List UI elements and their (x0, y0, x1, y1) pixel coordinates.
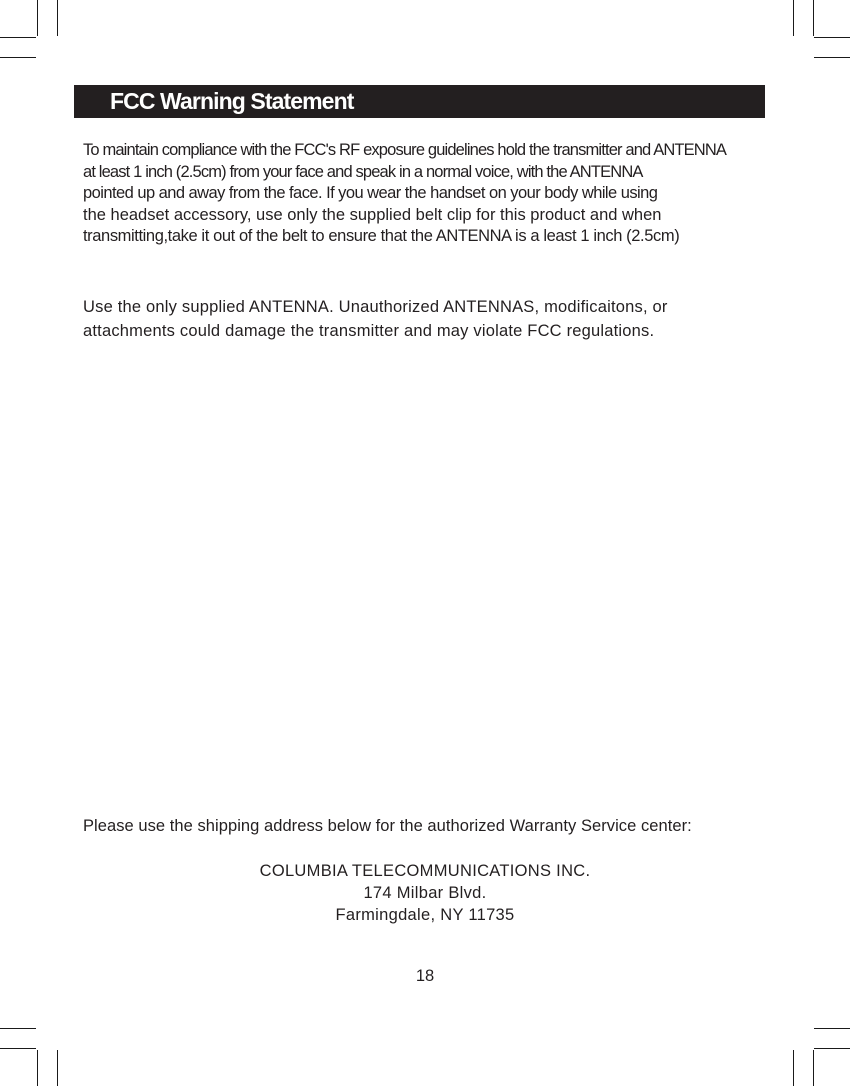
address-city: Farmingdale, NY 11735 (335, 906, 515, 924)
crop-mark (814, 1028, 850, 1029)
crop-mark (0, 57, 36, 58)
crop-mark (37, 1050, 38, 1086)
page-number: 18 (415, 967, 435, 985)
crop-mark (793, 1050, 794, 1086)
paragraph-line: at least 1 inch (2.5cm) from your face and speak in a normal voice, with the ANTENNA (83, 162, 643, 181)
paragraph-line: attachments could damage the transmitter and may violate FCC regulations. (83, 322, 655, 340)
crop-mark (814, 37, 850, 38)
crop-mark (0, 1048, 36, 1049)
crop-mark (793, 0, 794, 36)
paragraph-line: transmitting,take it out of the belt to ensure that the ANTENNA is a least 1 inch (2.5cm) (83, 227, 680, 245)
crop-mark (0, 37, 36, 38)
crop-mark (37, 0, 38, 36)
crop-mark (814, 57, 850, 58)
paragraph-line: To maintain compliance with the FCC's RF exposure guidelines hold the transmitter and ANTENNA (83, 141, 727, 159)
crop-mark (57, 1050, 58, 1086)
address-street: 174 Milbar Blvd. (363, 884, 487, 902)
section-header-bar (74, 85, 765, 118)
shipping-note: Please use the shipping address below for the authorized Warranty Service center: (83, 817, 692, 835)
antenna-paragraph (83, 295, 668, 343)
crop-mark (57, 0, 58, 36)
fcc-exposure-paragraph (83, 140, 726, 248)
crop-mark (814, 1048, 850, 1049)
section-title: FCC Warning Statement (110, 88, 354, 114)
paragraph-line: the headset accessory, use only the supplied belt clip for this product and when (83, 205, 662, 224)
paragraph-line: pointed up and away from the face. If you wear the handset on your body while using (83, 184, 658, 202)
crop-mark (0, 1028, 36, 1029)
crop-mark (813, 1050, 814, 1086)
address-company: COLUMBIA TELECOMMUNICATIONS INC. (259, 862, 591, 880)
service-center-address (0, 860, 850, 926)
paragraph-line: Use the only supplied ANTENNA. Unauthorized ANTENNAS, modificaitons, or (83, 298, 668, 316)
crop-mark (813, 0, 814, 36)
